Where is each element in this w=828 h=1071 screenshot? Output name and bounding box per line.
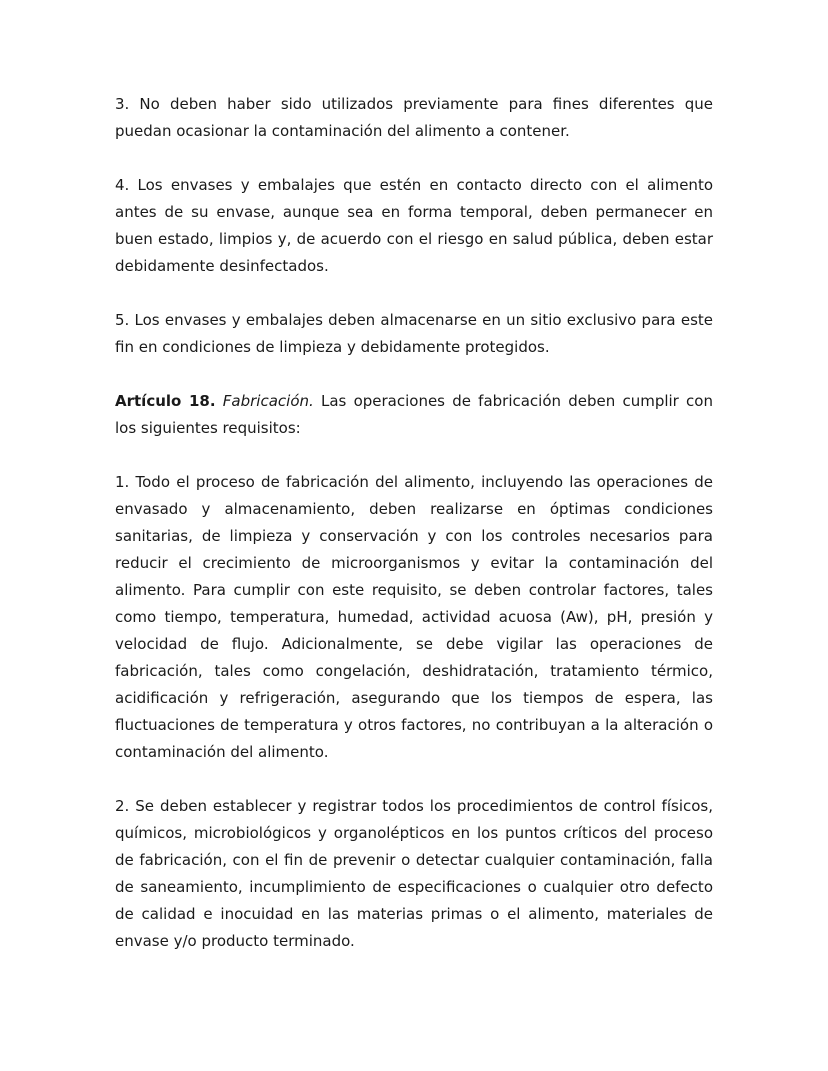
article-title: Fabricación.	[222, 392, 314, 410]
requirement-item-2: 2. Se deben establecer y registrar todos los procedimientos de control físicos, químicos, microbiológicos y organolépticos en los puntos críticos del proceso de fabricación, con el fin de prevenir o detectar cualquier contaminación, falla de saneamiento, incumplimiento de especificaciones o cualquier otro defecto de calidad e inocuidad en las materias primas o el alimento, materiales de envase y/o producto terminado.	[115, 797, 713, 950]
paragraph-item-4: 4. Los envases y embalajes que estén en contacto directo con el alimento antes de su envase, aunque sea en forma temporal, deben permanecer en buen estado, limpios y, de acuerdo con el riesgo en salud pública, deben estar debidamente desinfectados.	[115, 176, 713, 275]
requirement-item-1: 1. Todo el proceso de fabricación del alimento, incluyendo las operaciones de envasado y almacenamiento, deben realizarse en óptimas condiciones sanitarias, de limpieza y conservación y con los controles necesarios para reducir el crecimiento de microorganismos y evitar la contaminación del alimento. Para cumplir con este requisito, se deben controlar factores, tales como tiempo, temperatura, humedad, actividad acuosa (Aw), pH, presión y velocidad de flujo. Adicionalmente, se debe vigilar las operaciones de fabricación, tales como congelación, deshidratación, tratamiento térmico, acidificación y refrigeración, asegurando que los tiempos de espera, las fluctuaciones de temperatura y otros factores, no contribuyan a la alteración o contaminación del alimento.	[115, 473, 713, 761]
paragraph-item-5: 5. Los envases y embalajes deben almacenarse en un sitio exclusivo para este fin en condiciones de limpieza y debidamente protegidos.	[115, 311, 713, 356]
paragraph-item-3: 3. No deben haber sido utilizados previamente para fines diferentes que puedan ocasionar la contaminación del alimento a contener.	[115, 95, 713, 140]
article-number: Artículo 18.	[115, 392, 216, 410]
article-18-heading	[115, 388, 713, 442]
document-page	[115, 91, 713, 955]
article-intro: Las operaciones de fabricación deben cumplir con los siguientes requisitos:	[115, 392, 713, 437]
